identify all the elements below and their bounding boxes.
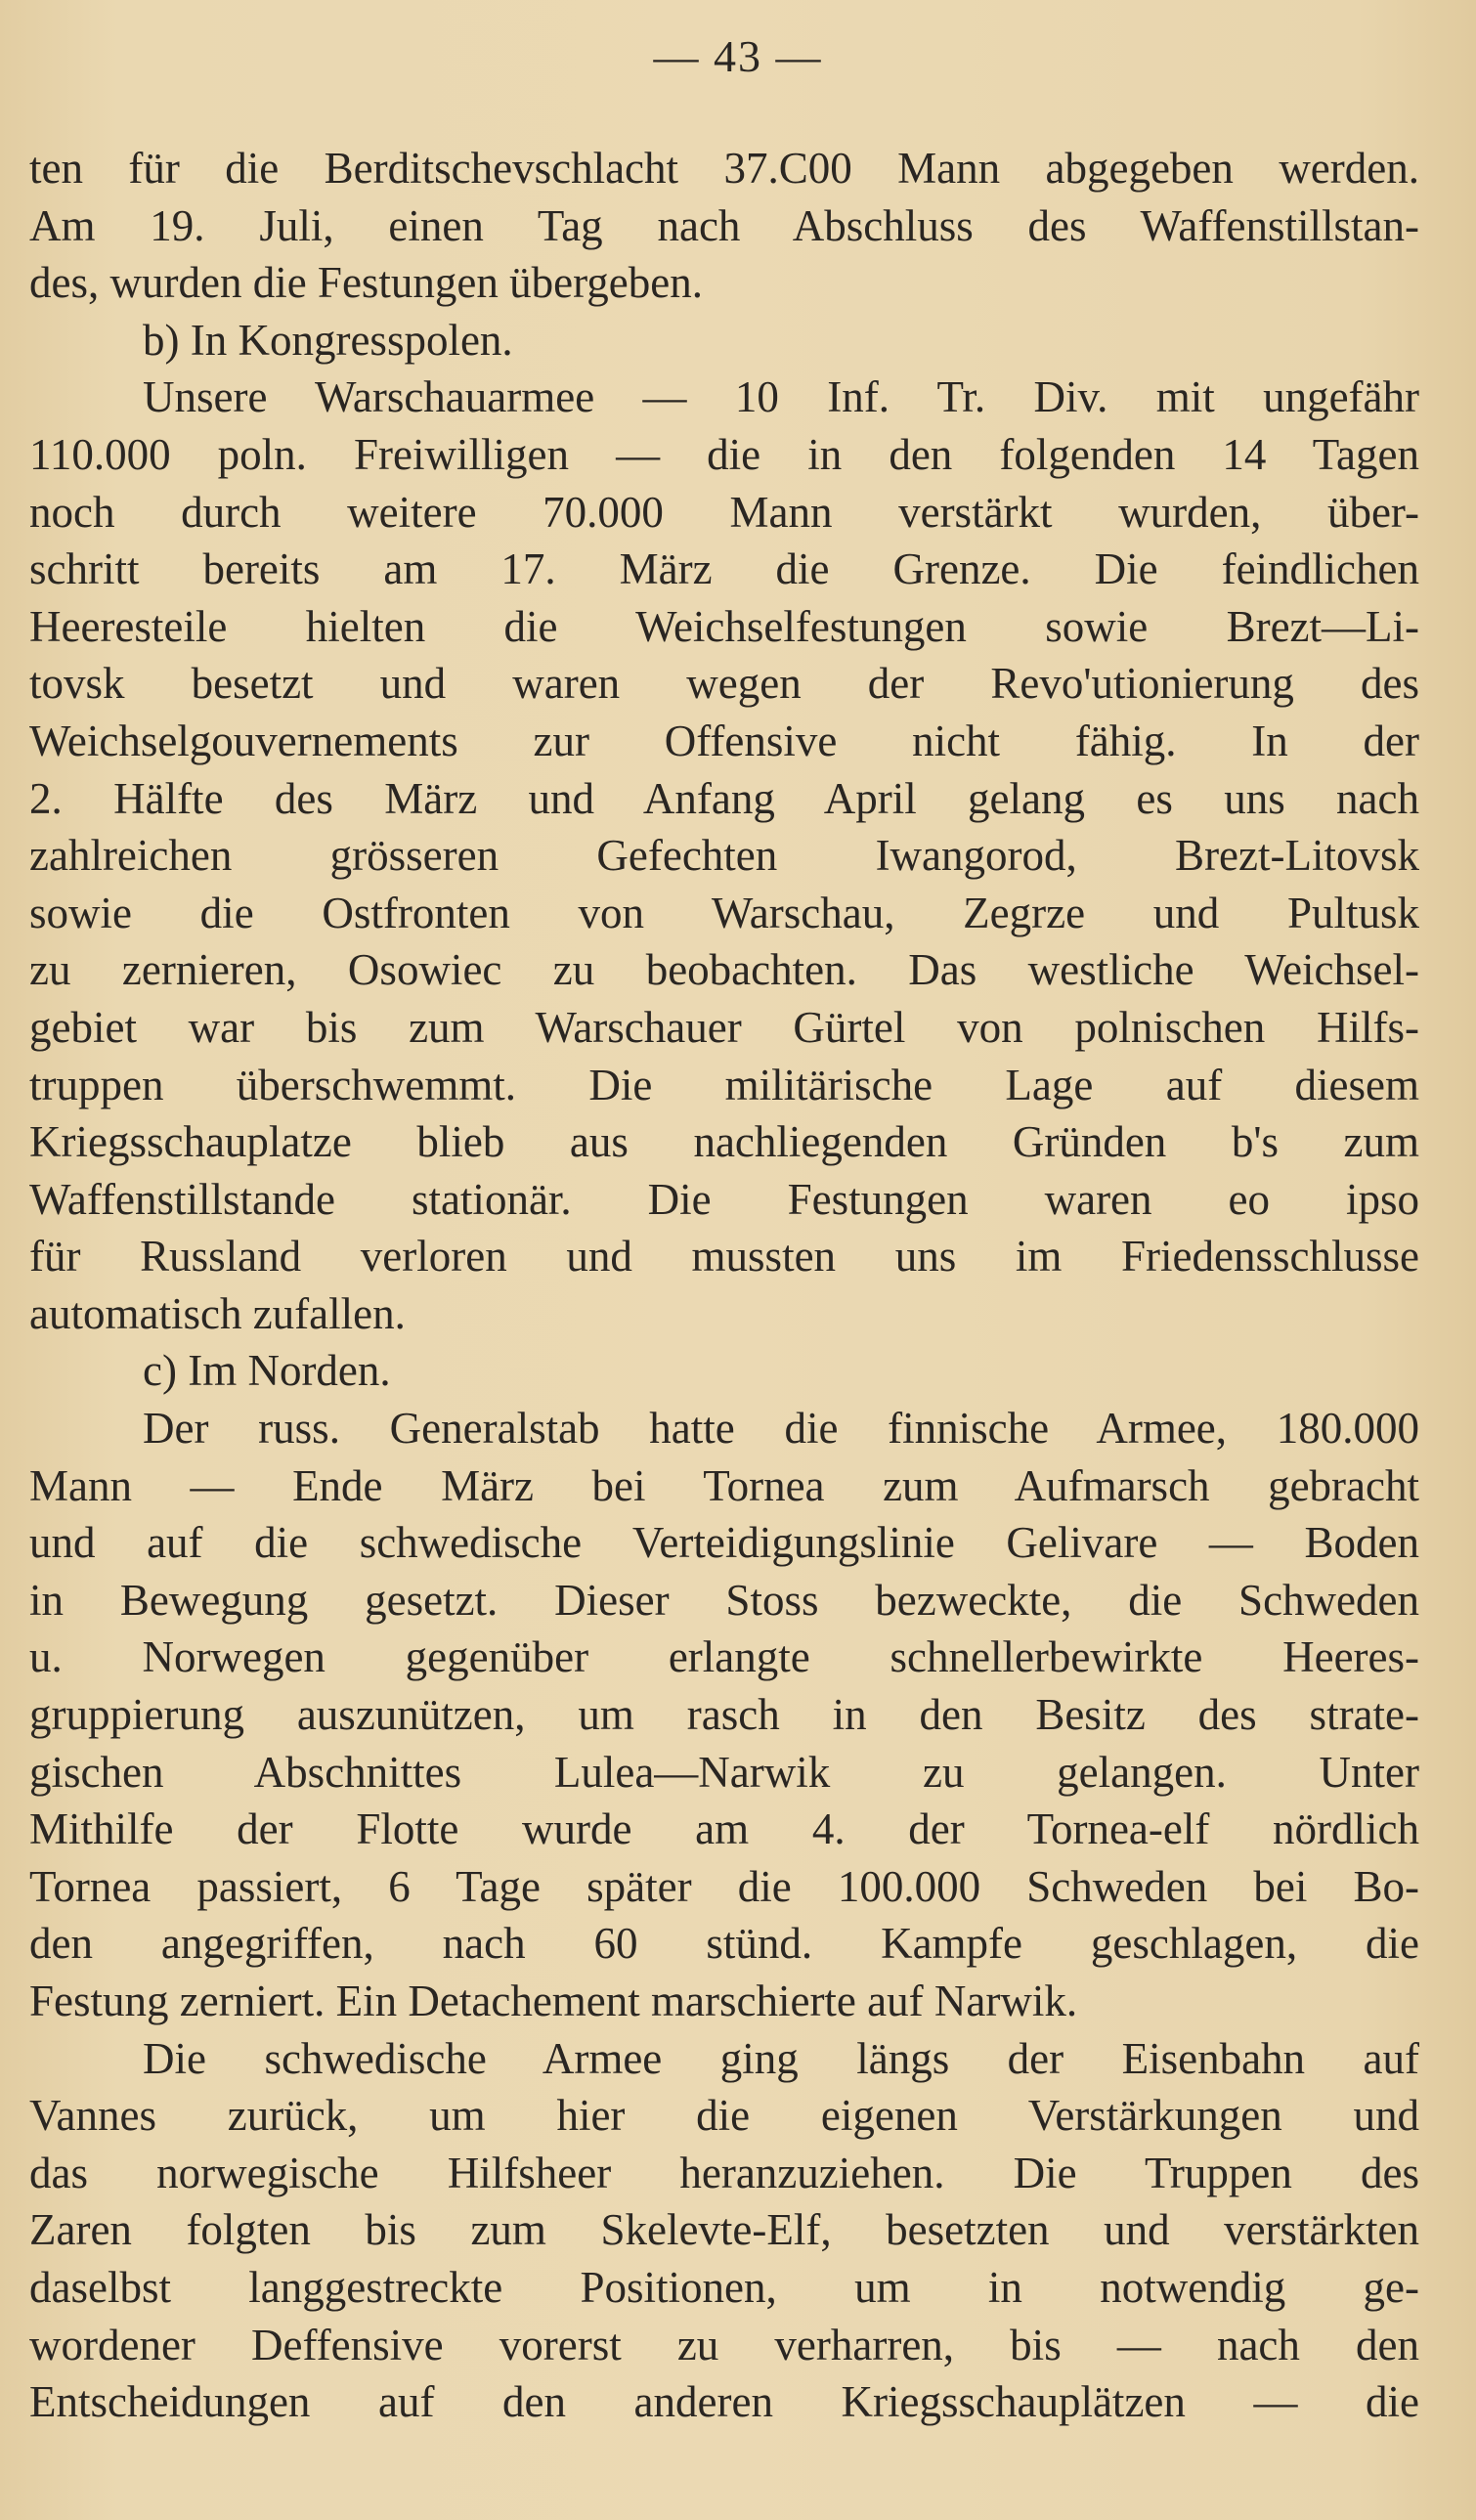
text-line: Am 19. Juli, einen Tag nach Abschluss des Waffenstillstan- bbox=[29, 200, 1419, 250]
body-text bbox=[29, 140, 1419, 2431]
text-line: Der russ. Generalstab hatte die finnische Armee, 180.000 bbox=[143, 1404, 1419, 1454]
text-line: schritt bereits am 17. März die Grenze. Die feindlichen bbox=[29, 544, 1419, 594]
text-line: Zaren folgten bis zum Skelevte-Elf, besetzten und verstärkten bbox=[29, 2205, 1419, 2255]
text-line: wordener Deffensive vorerst zu verharren, bis — nach den bbox=[29, 2320, 1419, 2369]
text-line: 2. Hälfte des März und Anfang April gelang es uns nach bbox=[29, 773, 1419, 823]
text-line: zahlreichen grösseren Gefechten Iwangorod, Brezt-Litovsk bbox=[29, 831, 1419, 881]
text-line: zu zernieren, Osowiec zu beobachten. Das westliche Weichsel- bbox=[29, 945, 1419, 995]
text-line: gruppierung auszunützen, um rasch in den Besitz des strate- bbox=[29, 1690, 1419, 1740]
text-line: ten für die Berditschevschlacht 37.C00 Mann abgegeben werden. bbox=[29, 144, 1419, 193]
text-line: sowie die Ostfronten von Warschau, Zegrze und Pultusk bbox=[29, 888, 1419, 937]
text-line: tovsk besetzt und waren wegen der Revo'utionierung des bbox=[29, 659, 1419, 709]
text-line: automatisch zufallen. bbox=[29, 1288, 406, 1338]
section-heading-c: c) Im Norden. bbox=[143, 1346, 391, 1396]
text-line: des, wurden die Festungen übergeben. bbox=[29, 258, 703, 308]
text-line: Tornea passiert, 6 Tage später die 100.000 Schweden bei Bo- bbox=[29, 1861, 1419, 1911]
text-line: u. Norwegen gegenüber erlangte schnellerbewirkte Heeres- bbox=[29, 1632, 1419, 1682]
section-heading-b: b) In Kongresspolen. bbox=[143, 315, 513, 365]
page-number: — 43 — bbox=[653, 31, 823, 81]
text-line: Waffenstillstande stationär. Die Festungen waren eo ipso bbox=[29, 1174, 1419, 1224]
text-line: Die schwedische Armee ging längs der Eisenbahn auf bbox=[143, 2033, 1419, 2083]
text-line: Kriegsschauplatze blieb aus nachliegenden Gründen b's zum bbox=[29, 1117, 1419, 1167]
text-line: Mithilfe der Flotte wurde am 4. der Tornea-elf nördlich bbox=[29, 1804, 1419, 1854]
text-line: truppen überschwemmt. Die militärische Lage auf diesem bbox=[29, 1060, 1419, 1109]
text-line: gischen Abschnittes Lulea—Narwik zu gelangen. Unter bbox=[29, 1747, 1419, 1797]
text-line: Unsere Warschauarmee — 10 Inf. Tr. Div. mit ungefähr bbox=[143, 372, 1419, 422]
text-line: für Russland verloren und mussten uns im Friedensschlusse bbox=[29, 1232, 1419, 1282]
text-line: in Bewegung gesetzt. Dieser Stoss bezweckte, die Schweden bbox=[29, 1575, 1419, 1625]
text-line: Mann — Ende März bei Tornea zum Aufmarsch gebracht bbox=[29, 1460, 1419, 1510]
text-line: noch durch weitere 70.000 Mann verstärkt wurden, über- bbox=[29, 487, 1419, 537]
text-line: Heeresteile hielten die Weichselfestungen sowie Brezt—Li- bbox=[29, 601, 1419, 651]
text-line: das norwegische Hilfsheer heranzuziehen. Die Truppen des bbox=[29, 2148, 1419, 2197]
text-line: und auf die schwedische Verteidigungslinie Gelivare — Boden bbox=[29, 1518, 1419, 1568]
text-line: den angegriffen, nach 60 stünd. Kampfe geschlagen, die bbox=[29, 1919, 1419, 1969]
text-line: Festung zerniert. Ein Detachement marschierte auf Narwik. bbox=[29, 1977, 1078, 2025]
text-line: daselbst langgestreckte Positionen, um in notwendig ge- bbox=[29, 2262, 1419, 2312]
text-line: Entscheidungen auf den anderen Kriegsschauplätzen — die bbox=[29, 2377, 1419, 2427]
text-line: Vannes zurück, um hier die eigenen Verstärkungen und bbox=[29, 2091, 1419, 2141]
text-line: gebiet war bis zum Warschauer Gürtel von polnischen Hilfs- bbox=[29, 1002, 1419, 1052]
text-line: Weichselgouvernements zur Offensive nicht fähig. In der bbox=[29, 716, 1419, 765]
text-line: 110.000 poln. Freiwilligen — die in den folgenden 14 Tagen bbox=[29, 429, 1419, 479]
